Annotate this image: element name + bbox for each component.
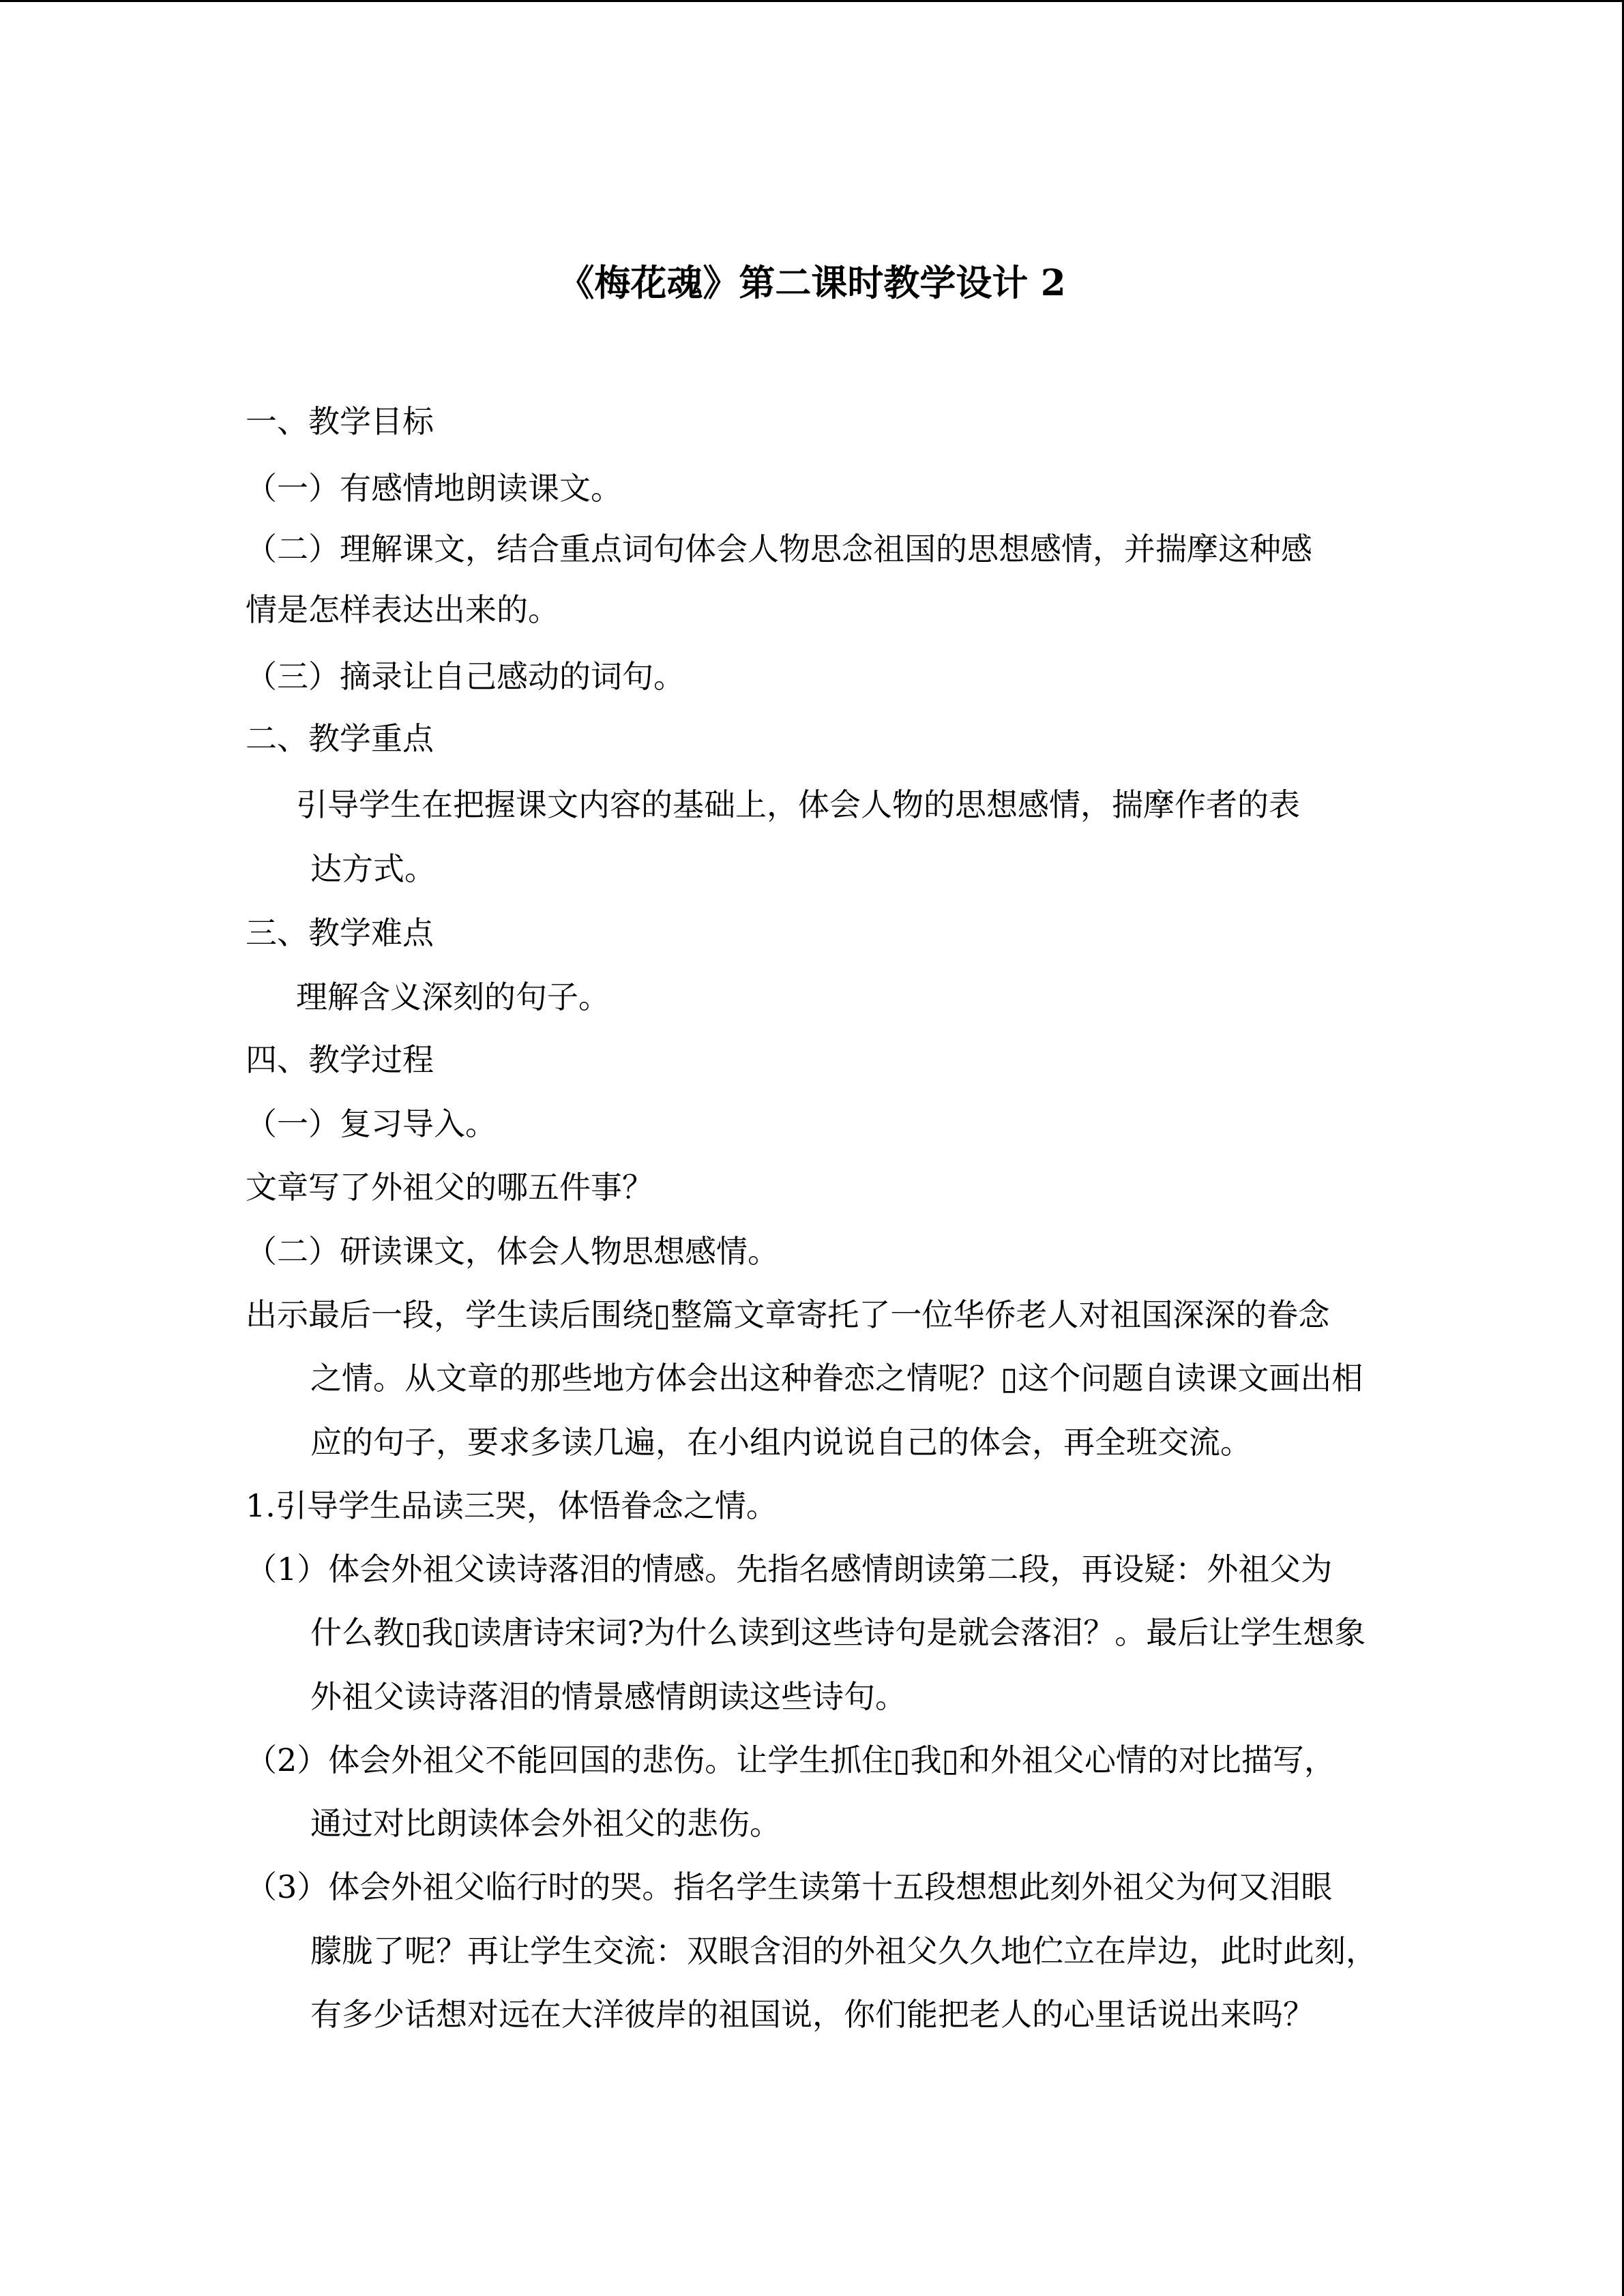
paragraph-line: 朦胧了呢？再让学生交流：双眼含泪的外祖父久久地伫立在岸边，此时此刻， — [310, 1933, 1377, 1969]
paragraph-line: 外祖父读诗落泪的情景感情朗读这些诗句。 — [310, 1678, 906, 1715]
paragraph-line: 有多少话想对远在大洋彼岸的祖国说，你们能把老人的心里话说出来吗？ — [310, 1996, 1314, 2033]
focus-text-continued: 达方式。 — [310, 850, 436, 887]
paragraph-line: 什么教▯我▯读唐诗宋词?为什么读到这些诗句是就会落泪？。最后让学生想象 — [310, 1614, 1366, 1651]
paragraph-line: 出示最后一段，学生读后围绕▯整篇文章寄托了一位华侨老人对祖国深深的眷念 — [246, 1296, 1330, 1333]
process-step-1: （一）复习导入。 — [246, 1105, 497, 1142]
goal-item-3: （三）摘录让自己感动的词句。 — [246, 658, 685, 695]
paragraph-line: （2）体会外祖父不能回国的悲伤。让学生抓住▯我▯和外祖父心情的对比描写， — [246, 1742, 1335, 1778]
process-question: 文章写了外祖父的哪五件事？ — [246, 1169, 653, 1206]
paragraph-line: 应的句子，要求多读几遍，在小组内说说自己的体会，再全班交流。 — [310, 1424, 1252, 1461]
goal-item-2-continued: 情是怎样表达出来的。 — [246, 591, 559, 628]
paragraph-line: （3）体会外祖父临行时的哭。指名学生读第十五段想想此刻外祖父为何又泪眼 — [246, 1868, 1333, 1905]
goal-item-1: （一）有感情地朗读课文。 — [246, 470, 622, 507]
process-step-2: （二）研读课文，体会人物思想感情。 — [246, 1233, 779, 1270]
heading-teaching-process: 四、教学过程 — [246, 1041, 434, 1078]
heading-teaching-difficulty: 三、教学难点 — [246, 914, 434, 951]
heading-teaching-focus: 二、教学重点 — [246, 720, 434, 757]
paragraph-line: 通过对比朗读体会外祖父的悲伤。 — [310, 1805, 781, 1842]
difficulty-text: 理解含义深刻的句子。 — [296, 979, 610, 1015]
subsection-heading: 1.引导学生品读三哭，体悟眷念之情。 — [246, 1487, 778, 1524]
heading-teaching-goals: 一、教学目标 — [246, 403, 434, 440]
paragraph-line: 之情。从文章的那些地方体会出这种眷恋之情呢？▯这个问题自读课文画出相 — [310, 1360, 1363, 1397]
goal-item-2: （二）理解课文，结合重点词句体会人物思念祖国的思想感情，并揣摩这种感 — [246, 531, 1312, 567]
paragraph-line: （1）体会外祖父读诗落泪的情感。先指名感情朗读第二段，再设疑：外祖父为 — [246, 1551, 1333, 1587]
document-title: 《梅花魂》第二课时教学设计 2 — [558, 262, 1066, 304]
focus-text: 引导学生在把握课文内容的基础上，体会人物的思想感情，揣摩作者的表 — [296, 786, 1300, 823]
